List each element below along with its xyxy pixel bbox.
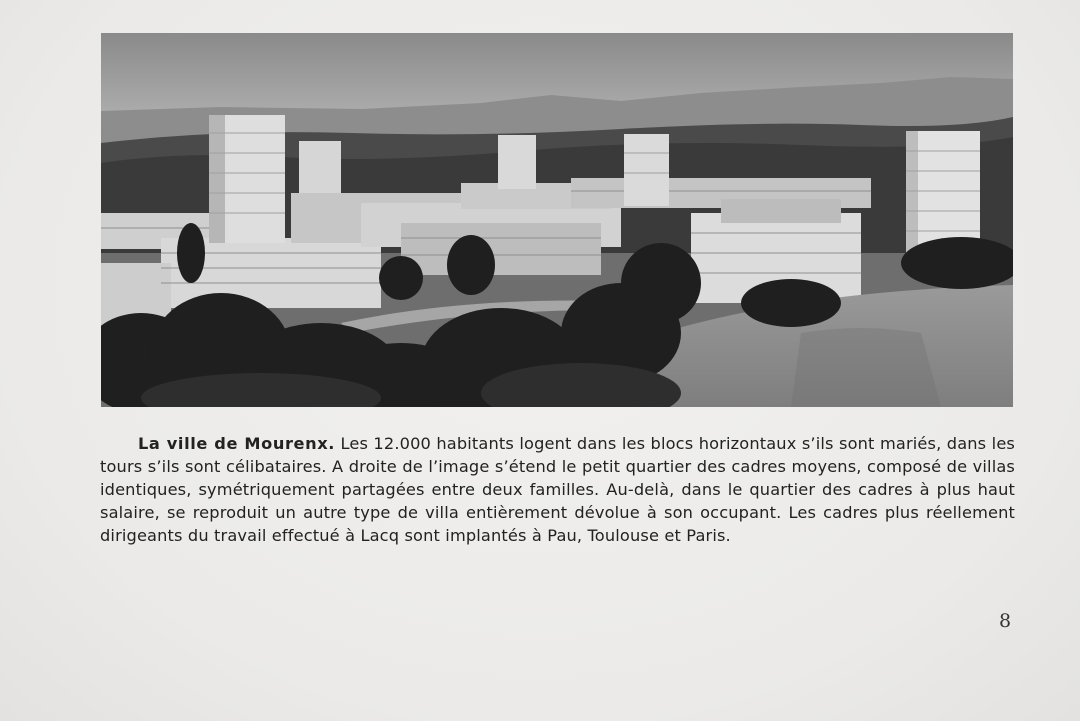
- page-number: 8: [999, 610, 1012, 632]
- caption-lead: La ville de Mourenx.: [138, 434, 336, 453]
- city-photograph: [101, 33, 1013, 407]
- photograph-image: [101, 33, 1013, 407]
- caption-body: Les 12.000 habitants logent dans les blocs horizontaux s’ils sont mariés, dans les tours s’ils sont célibataires. A droite de l’image s’étend le petit quartier des cadres moyens, composé de villas identiques, symétriquement partagées entre deux familles. Au-delà, dans le quartier des cadres à plus haut salaire, se reproduit un autre type de villa entièrement dévolue à son occupant. Les cadres plus réellement dirigeants du travail effectué à Lacq sont implantés à Pau, Toulouse et Paris.: [100, 434, 1016, 546]
- photo-caption: [100, 432, 1015, 547]
